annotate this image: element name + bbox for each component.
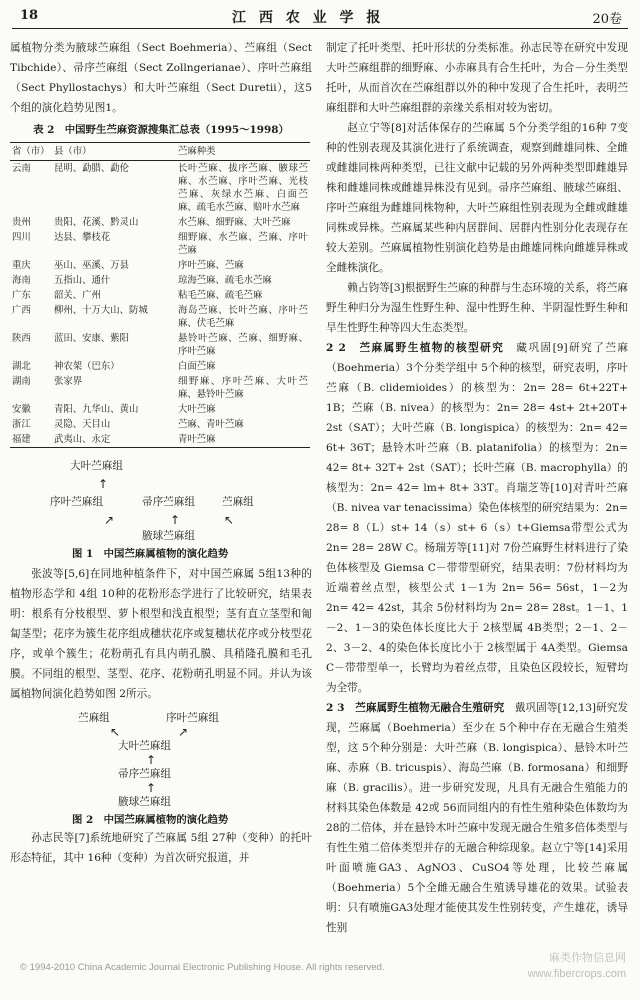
cell-province: 云南 — [12, 163, 31, 174]
cell-county: 昆明、勐腊、勐伦 — [54, 163, 130, 174]
fig1-arrow-up-left-icon: ↖ — [224, 513, 235, 527]
cell-province: 浙江 — [12, 419, 31, 430]
cell-species: 琼海苎麻、疏毛水苎麻 — [178, 275, 272, 286]
fig1-arrow-up-right-icon: ↗ — [104, 513, 115, 527]
table-row — [10, 374, 310, 402]
cell-county: 韶关、广州 — [54, 290, 101, 301]
cell-province: 湖南 — [12, 376, 31, 387]
table-row — [10, 273, 310, 288]
fig2-arrow-up-right-icon: ↗ — [178, 725, 189, 739]
fig2-caption: 图 2 中国苎麻属植物的演化趋势 — [72, 814, 229, 826]
cell-species: 悬铃叶苎麻、苎麻、细野麻、序叶苎麻 — [178, 333, 308, 357]
cell-species: 细野麻、水苎麻、苎麻、序叶苎麻 — [178, 232, 308, 256]
stipule-paragraph: 制定了托叶类型、托叶形状的分类标准。孙志民等在研究中发现大叶苎麻组群的细野麻、小赤麻具有合生托叶，为合－分生类型托叶，从而首次在苎麻组群以外的种中发现了合生托叶，表明苎麻组群和大叶苎麻组群的亲缘关系相对较为密切。 — [326, 42, 628, 114]
cell-province: 广东 — [12, 290, 31, 301]
fig2-node-top-left: 苎麻组 — [78, 712, 110, 724]
right-column — [326, 38, 628, 938]
sun-paragraph: 孙志民等[7]系统地研究了苎麻属 5组 27种（变种）的托叶形态特征，其中 16种（变种）为首次研究报道，并 — [10, 832, 312, 864]
left-column — [10, 38, 312, 868]
table-row — [10, 161, 310, 216]
fig2-arrow-up-icon-2: ↑ — [146, 781, 157, 795]
figure-1 — [10, 456, 312, 560]
cell-province: 广西 — [12, 305, 31, 316]
cell-species: 长叶苎麻、拔序苎麻、腋球苎麻、水苎麻、序叶苎麻、光枝苎麻、灰绿水苎麻、白面苎麻、疏毛水苎麻、赔叶水苎麻 — [178, 163, 308, 213]
cell-county: 青阳、九华山、黄山 — [54, 404, 139, 415]
table-row — [10, 288, 310, 303]
cell-species: 大叶苎麻 — [178, 404, 216, 415]
fig1-caption: 图 1 中国苎麻属植物的演化趋势 — [72, 548, 229, 560]
fig2-arrow-up-icon-1: ↑ — [146, 753, 157, 767]
cell-species: 青叶苎麻 — [176, 432, 310, 448]
cell-species: 序叶苎麻、苎麻 — [178, 260, 244, 271]
table-row — [10, 215, 310, 230]
table-row — [10, 402, 310, 417]
cell-species: 粘毛苎麻、疏毛苎麻 — [178, 290, 263, 301]
fig2-arrow-up-left-icon: ↖ — [110, 725, 121, 739]
intro-paragraph: 属植物分类为腋球苎麻组（Sect Boehmeria）、苎麻组（Sect Tibchide）、帚序苎麻组（Sect Zollngerianae）、序叶苎麻组（Sect Phyllostachys）和大叶苎麻组（Sect Duretii），这5个组的演化趋势见图1。 — [10, 42, 312, 114]
cell-province: 重庆 — [12, 260, 31, 271]
table-caption: 表 2 中国野生苎麻资源搜集汇总表（1995～1998） — [33, 124, 289, 136]
section-2-2-heading: 2 2 苎麻属野生植物的核型研究 — [326, 342, 505, 354]
page-header — [0, 0, 640, 30]
fig1-node-top: 大叶苎麻组 — [70, 460, 123, 472]
fig2-node-row4: 腋球苎麻组 — [118, 796, 171, 808]
cell-county: 巫山、巫溪、万县 — [54, 260, 130, 271]
header-rule — [12, 28, 628, 29]
cell-county: 蓝田、安康、紫阳 — [54, 333, 130, 344]
section-2-3-heading: 2 3 苎麻属野生植物无融合生殖研究 — [326, 702, 505, 714]
watermark-brand: 麻类作物信息网 — [549, 952, 626, 964]
cell-species: 细野麻、序叶苎麻、大叶苎麻、悬铃叶苎麻 — [178, 376, 308, 400]
zhang-paragraph: 张波等[5,6]在同地种植条件下，对中国苎麻属 5组13种的植物形态学和 4组 10种的花粉形态学进行了比较研究，结果表明：根系有分枝根型、萝卜根型和浅直根型；茎有直立茎型和匍匐茎型；花序为簇生花序组成穗状花序或复穗状花序或分枝型花序，或单个簇生；花粉萌孔有具内萌孔膜、具稍隆孔膜和毛孔膜。不同组的根型、茎型、花序、花粉萌孔明显不同。并认为该属植物间演化趋势如图 2所示。 — [10, 568, 312, 700]
journal-title: 江 西 农 业 学 报 — [232, 10, 385, 26]
header-species: 苎麻种类 — [176, 143, 310, 161]
fig1-arrow-up-icon: ↑ — [98, 477, 109, 491]
cell-species: 苎麻、青叶苎麻 — [178, 419, 244, 430]
cell-province: 陕西 — [12, 333, 31, 344]
cell-species: 水苎麻、细野麻、大叶苎麻 — [178, 217, 291, 228]
table-row — [10, 417, 310, 432]
figure-2 — [10, 708, 312, 826]
cell-province: 四川 — [12, 232, 31, 243]
cell-county: 贵阳、花溪、黔灵山 — [54, 217, 139, 228]
fig2-node-row2: 大叶苎麻组 — [118, 740, 171, 752]
fig1-arrow-up-center-icon: ↑ — [170, 513, 181, 527]
cell-county: 武夷山、永定 — [52, 432, 176, 448]
fig1-node-mid-left: 序叶苎麻组 — [50, 496, 103, 508]
table-row — [10, 258, 310, 273]
table-row — [10, 230, 310, 258]
cell-county: 灵隐、天目山 — [54, 419, 111, 430]
table-row — [10, 331, 310, 359]
cell-province: 湖北 — [12, 361, 31, 372]
fig1-node-mid-center: 帚序苎麻组 — [142, 496, 195, 508]
apomixis-paragraph: 戴巩固等[12,13]研究发现，苎麻属（Boehmeria）至少在 5个种中存在无融合生殖类型，这 5个种分别是：大叶苎麻（B. longispica）、悬铃木叶苎麻、赤麻（B. tricuspis）、海岛苎麻（B. formosana）和细野麻（B. gracilis）。进一步研究发现，凡具有无融合生殖能力的材料其染色体数是 42或 56而同组内的有性生殖种染色体数均为 28的二倍体，并在悬铃木叶苎麻中发现无融合生殖多倍体类型与有性生殖二倍体类型并存的无融合种综现象。赵立宁等[14]采用叶面喷施GA3、AgNO3、CuSO4等处理，比较苎麻属（Boehmeria）5个全雌无融合生殖诱导雄花的效果。试验表明：只有喷施GA3处理才能使其发生性别转变，产生雄花，诱导性别 — [326, 702, 629, 934]
site-watermark — [528, 950, 626, 982]
fig2-node-top-right: 序叶苎麻组 — [166, 712, 219, 724]
cell-species: 海岛苎麻、长叶苎麻、序叶苎麻、伏毛苎麻 — [178, 305, 308, 329]
sex-expression-paragraph: 赵立宁等[8]对活体保存的苎麻属 5个分类学组的16种 7变种的性别表现及其演化进行了系统调查，观察到雌雄同株、全雌或雌雄同株两种类型，已往文献中记载的另外两种类型即雌雄异株和雌雄同株或雌雄异株没有见到。帚序苎麻组、腋球苎麻组、序叶苎麻组为雌雄同株物种，大叶苎麻组性别表现为全雌或雌雄同株或异株。苎麻属某些种内居群间、居群内性别分化表现存在较大差别。苎麻属植物性别演化趋势是由雌雄同株向雌雄异株或全雌株演化。 — [326, 122, 628, 274]
copyright-footer: © 1994-2010 China Academic Journal Electronic Publishing House. All rights reserved. — [20, 962, 385, 973]
cell-province: 安徽 — [12, 404, 31, 415]
karyotype-paragraph: 藏巩固[9]研究了苎麻（Boehmeria）3个分类学组中 5个种的核型，研究表明，序叶苎麻（B. clidemioides）的核型为：2n= 28= 6t+22T+ 1B；苎麻（B. nivea）的核型为：2n= 28= 4st+ 2t+20T+ 2st（SAT）；大叶苎麻（B. longispica）的核型为：2n= 42= 6t+ 36T；悬铃木叶苎麻（B. platanifolia）的核型为：2n= 42= 8t+ 32T+ 2st（SAT）；长叶苎麻（B. macrophylla）的核型为：2n= 42= lm+ 8t+ 33T。肖瑞芝等[10]对青叶苎麻（B. nivea var tenacissima）染色体核型的研究结果为：2n= 28= 8（L）st+ 14（s）st+ 6（s）t+Giemsa带型公式为 2n= 28= 28W C。杨瑞芳等[11]对 7份苎麻野生材料进行了染色体核型及 Giemsa C－带带型研究，结果表明：7份材料均为近端着丝点型，核型公式 1－1为 2n= 56= 56st，1－2为 2n= 42= 42st，其余 5份材料均为 2n= 28= 28st。1－1、1－2、1－3的染色体长度比大于 2核型属 4B类型；2－1、2－2、3－2、4的染色体长度比小于 2核型属于 4A类型。Giemsa C－带带型单一，长臂均为着丝点带，且染色区段较长，短臂均为全带。 — [326, 342, 628, 694]
fig1-node-mid-right: 苎麻组 — [222, 496, 254, 508]
cell-province: 海南 — [12, 275, 31, 286]
cell-province: 贵州 — [12, 217, 31, 228]
table-row — [10, 359, 310, 374]
fig1-node-bottom: 腋球苎麻组 — [142, 530, 195, 542]
watermark-site: www.fibercrops.com — [527, 968, 626, 980]
page-number: 18 — [20, 8, 39, 23]
resource-table — [10, 142, 310, 448]
cell-county: 五指山、通什 — [54, 275, 111, 286]
cell-county: 神农架（巴东） — [54, 361, 120, 372]
table-row — [10, 432, 310, 448]
table-row — [10, 303, 310, 331]
cell-county: 达县、攀枝花 — [54, 232, 111, 243]
fig2-node-row3: 帚序苎麻组 — [118, 768, 171, 780]
table-header-row — [10, 143, 310, 161]
cell-province: 福建 — [10, 432, 52, 448]
cell-county: 柳州、十万大山、防城 — [54, 305, 148, 316]
ecotype-paragraph: 赖占钧等[3]根据野生苎麻的种群与生态环境的关系，将苎麻野生种归分为湿生性野生种、湿中性野生种、半阴湿性野生种和旱生性野生种等四大生态类型。 — [326, 282, 628, 334]
header-province: 省（市） — [10, 143, 52, 161]
table-body — [10, 161, 310, 448]
cell-county: 张家界 — [54, 376, 83, 387]
volume-label: 20卷 — [592, 12, 622, 27]
header-county: 县（市） — [52, 143, 176, 161]
cell-species: 白面苎麻 — [178, 361, 216, 372]
